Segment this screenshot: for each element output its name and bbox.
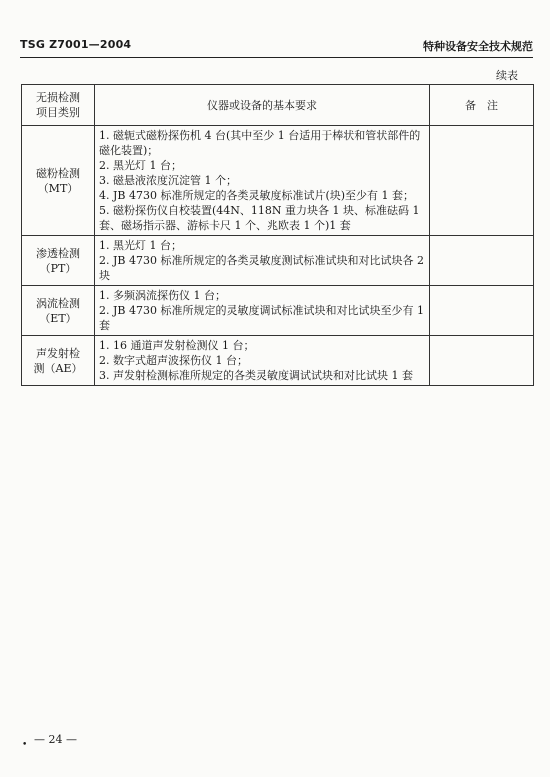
requirements-cell [95, 126, 430, 236]
remark-cell [430, 236, 534, 286]
requirement-item: 3. 声发射检测标准所规定的各类灵敏度调试试块和对比试块 1 套 [99, 369, 413, 382]
method-name: 磁粉检测 [36, 166, 80, 180]
requirement-item: 2. JB 4730 标准所规定的灵敏度调试标准试块和对比试块至少有 1 套 [99, 304, 424, 332]
method-cell [22, 126, 95, 236]
requirement-item: 1. 多频涡流探伤仪 1 台； [99, 289, 226, 302]
method-code: （ET） [39, 311, 77, 325]
document-series-title: 特种设备安全技术规范 [423, 40, 533, 53]
remark-cell [430, 126, 534, 236]
document-code: TSG Z7001—2004 [20, 38, 132, 51]
equipment-requirements-table [21, 84, 534, 386]
table-row [22, 126, 534, 236]
footer-dot: • [22, 740, 28, 750]
method-cell [22, 236, 95, 286]
requirement-item: 1. 黑光灯 1 台； [99, 239, 182, 252]
requirement-item: 5. 磁粉探伤仪自校装置(44N、118N 重力块各 1 块、标准砝码 1 套、磁场指示器、游标卡尺 1 个、兆欧表 1 个)1 套 [99, 204, 420, 232]
requirements-cell [95, 336, 430, 386]
method-name: 渗透检测 [36, 246, 80, 260]
requirement-item: 2. 黑光灯 1 台； [99, 159, 182, 172]
method-code: （MT） [37, 181, 79, 195]
method-name: 涡流检测 [36, 296, 80, 310]
header-method-category [22, 85, 95, 126]
method-name: 声发射检 [36, 346, 80, 360]
header-rule [20, 57, 533, 58]
remark-cell [430, 336, 534, 386]
method-cell [22, 336, 95, 386]
requirement-item: 1. 16 通道声发射检测仪 1 台； [99, 339, 255, 352]
requirement-item: 1. 磁轭式磁粉探伤机 4 台(其中至少 1 台适用于棒状和管状部件的磁化装置)； [99, 129, 421, 157]
requirements-cell [95, 286, 430, 336]
header-remarks: 备 注 [430, 85, 534, 126]
remark-cell [430, 286, 534, 336]
method-code: 测（AE） [33, 361, 83, 375]
page-number: — 24 — [34, 733, 77, 746]
table-header-row [22, 85, 534, 126]
requirement-item: 2. 数字式超声波探伤仪 1 台； [99, 354, 248, 367]
requirement-item: 4. JB 4730 标准所规定的各类灵敏度标准试片(块)至少有 1 套； [99, 189, 415, 202]
page-header [20, 36, 533, 56]
method-code: （PT） [39, 261, 77, 275]
header-requirements: 仪器或设备的基本要求 [95, 85, 430, 126]
requirement-item: 2. JB 4730 标准所规定的各类灵敏度测试标准试块和对比试块各 2 块 [99, 254, 424, 282]
requirement-item: 3. 磁悬液浓度沉淀管 1 个； [99, 174, 237, 187]
method-cell [22, 286, 95, 336]
table-row [22, 236, 534, 286]
requirements-cell [95, 236, 430, 286]
header-method-line-1: 无损检测 [36, 91, 80, 104]
table-row [22, 286, 534, 336]
continued-label: 续表 [496, 69, 518, 82]
table-row [22, 336, 534, 386]
header-method-line-2: 项目类别 [36, 106, 80, 119]
